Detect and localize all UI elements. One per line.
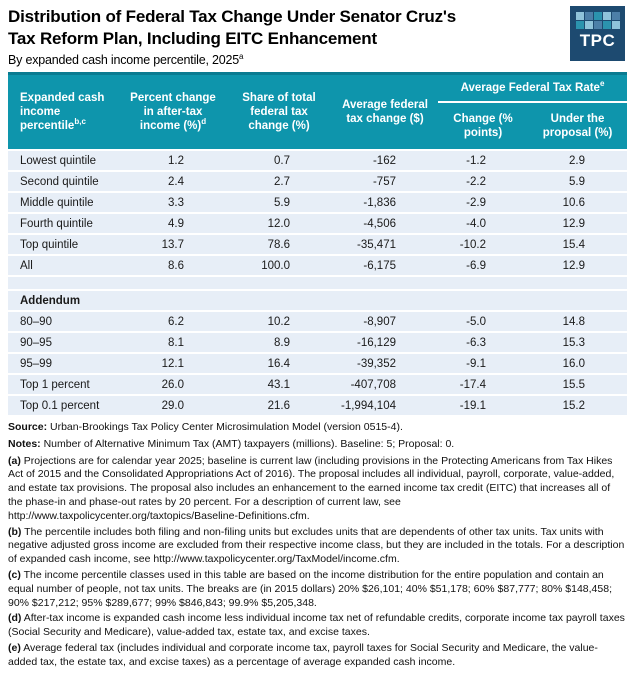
cell-value: 15.5 xyxy=(528,374,627,395)
cell-value: 13.7 xyxy=(120,234,226,255)
logo-square xyxy=(576,21,584,29)
table-row xyxy=(8,332,627,353)
cell-value: 15.4 xyxy=(528,234,627,255)
cell-value: 78.6 xyxy=(226,234,332,255)
tax-distribution-table xyxy=(8,72,627,415)
table-row xyxy=(8,311,627,332)
footnote-e: (e) Average federal tax (includes individual and corporate income tax, payroll taxes for Social Security and Medicare, the value-added tax, the estate tax, and excise taxes) as a percentage of average expanded cash income. xyxy=(8,641,598,668)
logo-square xyxy=(576,12,584,20)
cell-value: -19.1 xyxy=(438,395,528,415)
cell-value: 3.3 xyxy=(120,192,226,213)
row-label: Top 0.1 percent xyxy=(8,395,120,415)
cell-value: -162 xyxy=(332,150,438,171)
tpc-logo xyxy=(570,6,625,61)
cell-value: -4,506 xyxy=(332,213,438,234)
row-label: Second quintile xyxy=(8,171,120,192)
logo-square xyxy=(603,21,611,29)
table-row xyxy=(8,255,627,276)
row-label: Fourth quintile xyxy=(8,213,120,234)
cell-value: 29.0 xyxy=(120,395,226,415)
footnote-d: (d) After-tax income is expanded cash income less individual income tax net of refundable credits, corporate income tax payroll taxes (Social Security and Medicare), value-added tax, estate tax, and excise taxes. xyxy=(8,612,625,639)
cell-value: -17.4 xyxy=(438,374,528,395)
cell-value: 10.2 xyxy=(226,311,332,332)
footnote-a: (a) Projections are for calendar year 2025; baseline is current law (including provisions in the Protecting Americans from Tax Hikes Act of 2015 and the Consolidated Appropriations Act of 2016). The proposal includes all individual, payroll, corporate, value-added, and estate tax provisions. The proposal also includes an enhancement to the earned income tax credit (EITC) that increases all of the phase-in and phase-out rates by 20 percent. For a description of current law, see http://www.taxpolicycenter.org/taxtopics/Baseline-Definitions.cfm. xyxy=(8,454,615,522)
logo-text: TPC xyxy=(579,31,616,50)
table-row xyxy=(8,374,627,395)
cell-value: -1,836 xyxy=(332,192,438,213)
footnote-marker-e: e xyxy=(599,79,605,89)
col-header-rate-change: Change (% points) xyxy=(438,102,528,150)
row-label: Addendum xyxy=(8,290,120,311)
page-header xyxy=(8,6,627,67)
cell-value: 15.3 xyxy=(528,332,627,353)
cell-value: -1,994,104 xyxy=(332,395,438,415)
cell-value: 12.1 xyxy=(120,353,226,374)
header-row-group xyxy=(8,74,627,103)
cell-value: 21.6 xyxy=(226,395,332,415)
cell-value: 10.6 xyxy=(528,192,627,213)
col-header-rate-under-proposal: Under the proposal (%) xyxy=(528,102,627,150)
cell-value: 5.9 xyxy=(528,171,627,192)
blank-cell xyxy=(8,276,627,290)
subtitle-footnote-marker: a xyxy=(239,51,244,61)
cell-value: 12.0 xyxy=(226,213,332,234)
cell-value: -2.2 xyxy=(438,171,528,192)
row-label: Top quintile xyxy=(8,234,120,255)
row-label: 80–90 xyxy=(8,311,120,332)
table-row xyxy=(8,150,627,171)
cell-value xyxy=(120,290,226,311)
cell-value: -39,352 xyxy=(332,353,438,374)
blank-row xyxy=(8,276,627,290)
cell-value: 0.7 xyxy=(226,150,332,171)
page-subtitle: By expanded cash income percentile, 2025$^a$ xyxy=(8,51,244,67)
table-row xyxy=(8,395,627,415)
cell-value: -757 xyxy=(332,171,438,192)
cell-value: -407,708 xyxy=(332,374,438,395)
notes-section xyxy=(8,421,627,670)
logo-square xyxy=(594,12,602,20)
cell-value: 26.0 xyxy=(120,374,226,395)
cell-value: -6,175 xyxy=(332,255,438,276)
cell-value: 8.1 xyxy=(120,332,226,353)
cell-value: -16,129 xyxy=(332,332,438,353)
logo-square xyxy=(612,21,620,29)
cell-value xyxy=(226,290,332,311)
section-row xyxy=(8,290,627,311)
table-row xyxy=(8,171,627,192)
table-row xyxy=(8,234,627,255)
cell-value: 100.0 xyxy=(226,255,332,276)
table-row xyxy=(8,353,627,374)
logo-square xyxy=(603,12,611,20)
source-line: Source: Urban-Brookings Tax Policy Center Microsimulation Model (version 0515-4). xyxy=(8,421,403,433)
cell-value: -4.0 xyxy=(438,213,528,234)
cell-value: 14.8 xyxy=(528,311,627,332)
cell-value xyxy=(332,290,438,311)
cell-value: -8,907 xyxy=(332,311,438,332)
logo-square xyxy=(585,12,593,20)
cell-value: 43.1 xyxy=(226,374,332,395)
title-block xyxy=(8,6,456,67)
cell-value: 15.2 xyxy=(528,395,627,415)
cell-value: -10.2 xyxy=(438,234,528,255)
col-header-after-tax-income: Percent change in after-tax income (%)$^d$ xyxy=(120,74,226,151)
cell-value: -9.1 xyxy=(438,353,528,374)
col-group-avg-federal-tax-rate: Average Federal Tax Rate$^e$ xyxy=(438,74,627,103)
cell-value: 4.9 xyxy=(120,213,226,234)
title-line-1: Distribution of Federal Tax Change Under Senator Cruz's xyxy=(8,7,457,26)
cell-value: -6.3 xyxy=(438,332,528,353)
row-label: 90–95 xyxy=(8,332,120,353)
row-label: Top 1 percent xyxy=(8,374,120,395)
table-row xyxy=(8,213,627,234)
cell-value: -1.2 xyxy=(438,150,528,171)
title-line-2: Tax Reform Plan, Including EITC Enhancement xyxy=(8,29,377,48)
footnote-c: (c) The income percentile classes used in this table are based on the income distribution for the entire population and contain an equal number of people, not tax units. The breaks are (in 2015 dollars) 20% $26,101; 40% $51,178; 60% $87,777; 80% $148,458; 90% $217,212; 95% $289,677; 99% $846,843; 99.9% $5,205,348. xyxy=(8,568,612,609)
cell-value: 8.6 xyxy=(120,255,226,276)
logo-square xyxy=(594,21,602,29)
col-header-share-of-change: Share of total federal tax change (%) xyxy=(226,74,332,151)
cell-value xyxy=(528,290,627,311)
cell-value: 2.7 xyxy=(226,171,332,192)
cell-value: 1.2 xyxy=(120,150,226,171)
cell-value: 5.9 xyxy=(226,192,332,213)
cell-value xyxy=(438,290,528,311)
cell-value: 12.9 xyxy=(528,213,627,234)
col-header-avg-tax-change: Average federal tax change ($) xyxy=(332,74,438,151)
table-body xyxy=(8,150,627,415)
notes-line: Notes: Number of Alternative Minimum Tax (AMT) taxpayers (millions). Baseline: 5; Proposal: 0. xyxy=(8,437,455,450)
cell-value: -5.0 xyxy=(438,311,528,332)
logo-grid xyxy=(576,12,620,29)
cell-value: 16.4 xyxy=(226,353,332,374)
table-row xyxy=(8,192,627,213)
cell-value: -35,471 xyxy=(332,234,438,255)
col-header-percentile: Expanded cash income percentile$^{b,c}$ xyxy=(8,74,120,151)
footnote-b: (b) The percentile includes both filing and non-filing units but excludes units that are dependents of other tax units. Tax units with negative adjusted gross income are excluded from their respective income class, but they are included in the totals. For a description of expanded cash income, see http://www.taxpolicycenter.org/TaxModel/income.cfm. xyxy=(8,525,625,566)
cell-value: 6.2 xyxy=(120,311,226,332)
table-header xyxy=(8,74,627,151)
footnote-marker-d: d xyxy=(201,117,207,127)
cell-value: 8.9 xyxy=(226,332,332,353)
row-label: Middle quintile xyxy=(8,192,120,213)
footnote-marker-bc: b,c xyxy=(74,117,86,127)
cell-value: 16.0 xyxy=(528,353,627,374)
cell-value: -6.9 xyxy=(438,255,528,276)
cell-value: 2.4 xyxy=(120,171,226,192)
row-label: All xyxy=(8,255,120,276)
cell-value: 2.9 xyxy=(528,150,627,171)
cell-value: 12.9 xyxy=(528,255,627,276)
cell-value: -2.9 xyxy=(438,192,528,213)
page-title xyxy=(8,6,456,50)
logo-square xyxy=(585,21,593,29)
row-label: Lowest quintile xyxy=(8,150,120,171)
row-label: 95–99 xyxy=(8,353,120,374)
logo-square xyxy=(612,12,620,20)
